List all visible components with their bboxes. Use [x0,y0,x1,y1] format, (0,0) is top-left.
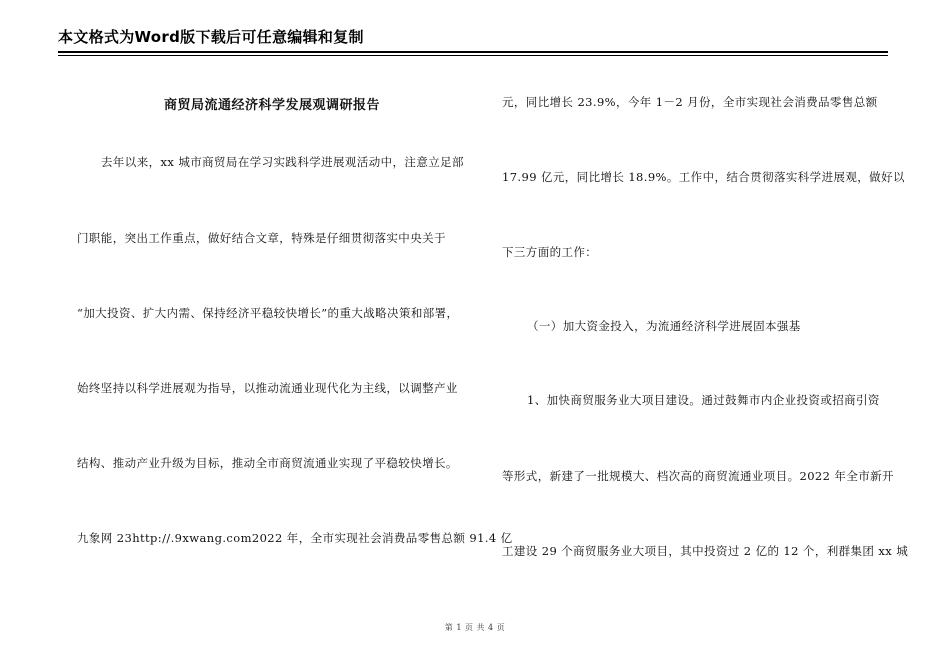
paragraph-line: 结构、推动产业升级为目标，推动全市商贸流通业实现了平稳较快增长。 [77,456,458,470]
section-heading: （一）加大资金投入，为流通经济科学进展固本强基 [527,319,801,333]
header-rule-thick [58,51,888,53]
paragraph-line: “加大投资、扩大内需、保持经济平稳较快增长”的重大战略决策和部署， [77,306,459,320]
paragraph-line: 1、加快商贸服务业大项目建设。通过鼓舞市内企业投资或招商引资 [527,393,880,407]
header-rule-thin [58,55,888,56]
paragraph-line: 九象网 23http://.9xwang.com2022 年，全市实现社会消费品零售总额 91.4 亿 [77,531,513,545]
paragraph-line: 等形式，新建了一批规模大、档次高的商贸流通业项目。2022 年全市新开 [502,469,894,483]
paragraph-line: 下三方面的工作： [502,245,598,259]
paragraph-line: 门职能，突出工作重点，做好结合文章，特殊是仔细贯彻落实中央关于 [77,231,446,245]
paragraph-line: 去年以来，xx 城市商贸局在学习实践科学进展观活动中，注意立足部 [101,155,464,169]
paragraph-line: 始终坚持以科学进展观为指导，以推动流通业现代化为主线，以调整产业 [77,381,458,395]
document-title: 商贸局流通经济科学发展观调研报告 [163,98,380,113]
page-footer: 第 1 页 共 4 页 [444,623,506,632]
header-banner: 本文格式为Word版下载后可任意编辑和复制 [58,28,364,46]
paragraph-line: 元，同比增长 23.9%，今年 1－2 月份，全市实现社会消费品零售总额 [502,95,878,109]
paragraph-line: 工建设 29 个商贸服务业大项目，其中投资过 2 亿的 12 个，利群集团 xx 城 [502,544,909,558]
paragraph-line: 17.99 亿元，同比增长 18.9%。工作中，结合贯彻落实科学进展观，做好以 [502,170,905,184]
